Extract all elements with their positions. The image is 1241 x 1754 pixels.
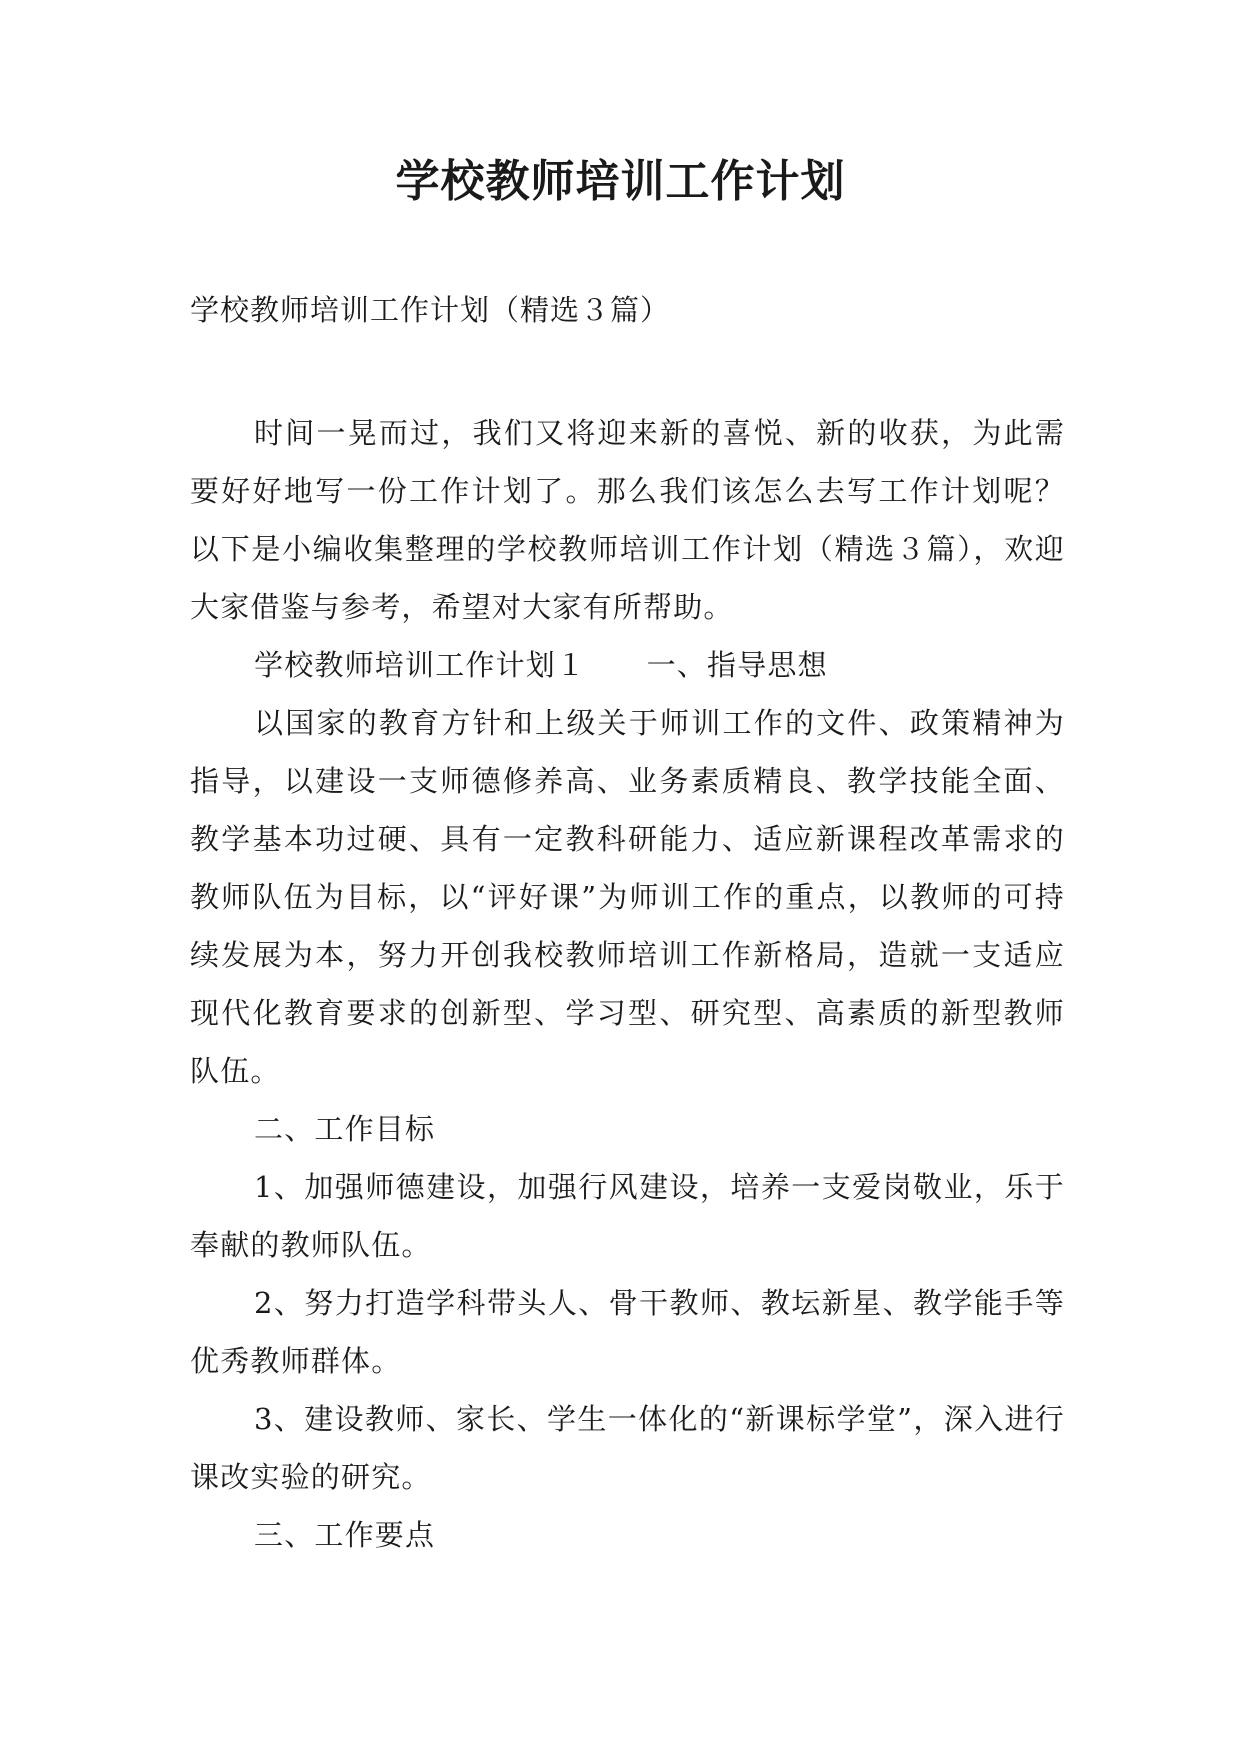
- paragraph-goal-1: 1、加强师德建设，加强行风建设，培养一支爱岗敬业，乐于奉献的教师队伍。: [190, 1170, 1065, 1262]
- paragraph-plan-heading: 学校教师培训工作计划１ 一、指导思想: [254, 648, 828, 682]
- document-body: [190, 404, 1065, 1564]
- paragraph-goal-3: 3、建设教师、家长、学生一体化的“新课标学堂”，深入进行课改实验的研究。: [190, 1402, 1065, 1494]
- document-subtitle: 学校教师培训工作计划（精选３篇）: [190, 293, 671, 327]
- heading-work-points: 三、工作要点: [254, 1518, 436, 1552]
- paragraph-intro: 时间一晃而过，我们又将迎来新的喜悦、新的收获，为此需要好好地写一份工作计划了。那么我们该怎么去写工作计划呢？以下是小编收集整理的学校教师培训工作计划（精选３篇），欢迎大家借鉴与参考，希望对大家有所帮助。: [190, 416, 1065, 624]
- paragraph-guiding-ideology: 以国家的教育方针和上级关于师训工作的文件、政策精神为指导，以建设一支师德修养高、业务素质精良、教学技能全面、教学基本功过硬、具有一定教科研能力、适应新课程改革需求的教师队伍为目标，以“评好课”为师训工作的重点，以教师的可持续发展为本，努力开创我校教师培训工作新格局，造就一支适应现代化教育要求的创新型、学习型、研究型、高素质的新型教师队伍。: [190, 706, 1065, 1088]
- heading-work-goals: 二、工作目标: [254, 1112, 436, 1146]
- paragraph-goal-2: 2、努力打造学科带头人、骨干教师、教坛新星、教学能手等优秀教师群体。: [190, 1286, 1065, 1378]
- document-title: 学校教师培训工作计划: [395, 156, 846, 207]
